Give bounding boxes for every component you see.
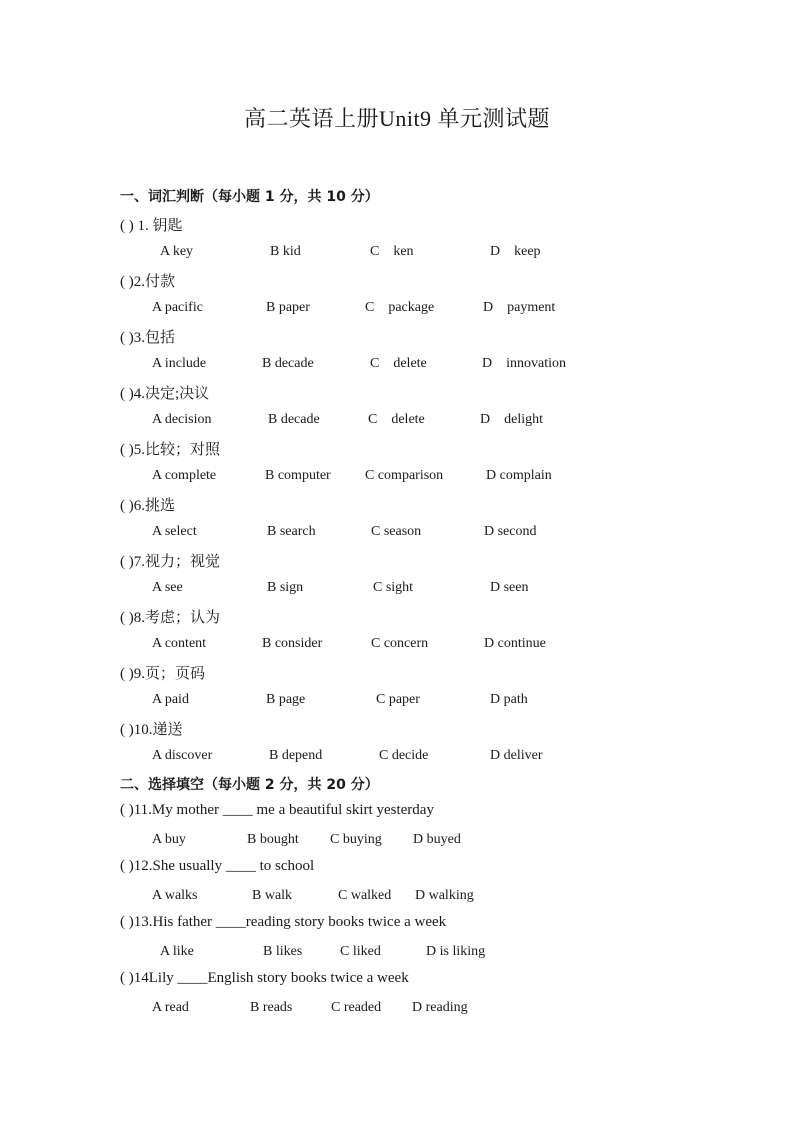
option-a: A walks xyxy=(152,888,198,903)
option-d: D keep xyxy=(490,244,541,259)
question-stem: ( )4.决定;决议 xyxy=(120,386,210,402)
option-d: D delight xyxy=(480,412,543,427)
option-b: B page xyxy=(266,692,306,707)
option-d: D walking xyxy=(415,888,474,903)
option-d: D second xyxy=(484,524,537,539)
option-a: A complete xyxy=(152,468,217,483)
option-b: B kid xyxy=(270,244,301,259)
question-stem: ( )7.视力；视觉 xyxy=(120,554,220,570)
option-d: D deliver xyxy=(490,748,543,763)
option-d: D seen xyxy=(490,580,529,595)
option-a: A include xyxy=(152,356,207,371)
option-d: D is liking xyxy=(426,944,486,959)
option-c: C liked xyxy=(340,944,381,959)
option-c: C decide xyxy=(379,748,429,763)
question-stem: ( )12.She usually ____ to school xyxy=(120,858,315,874)
option-a: A discover xyxy=(152,748,213,763)
option-d: D continue xyxy=(484,636,546,651)
question-stem: ( )10.递送 xyxy=(120,722,183,738)
option-a: A key xyxy=(160,244,194,259)
option-c: C ken xyxy=(370,244,414,259)
option-a: A select xyxy=(152,524,197,539)
option-a: A paid xyxy=(152,692,189,707)
option-b: B decade xyxy=(268,412,320,427)
option-a: A read xyxy=(152,1000,189,1015)
option-d: D innovation xyxy=(482,356,566,371)
option-c: C delete xyxy=(370,356,427,371)
option-c: C buying xyxy=(330,832,382,847)
question-stem: ( )3.包括 xyxy=(120,330,175,346)
option-a: A see xyxy=(152,580,183,595)
option-b: B reads xyxy=(250,1000,293,1015)
option-d: D reading xyxy=(412,1000,468,1015)
question-stem: ( )14Lily ____English story books twice a week xyxy=(120,970,409,986)
question-stem: ( )5.比较；对照 xyxy=(120,442,220,458)
section-heading-multiple-choice: 二、选择填空（每小题 2 分，共 20 分） xyxy=(120,777,379,793)
question-stem: ( )13.His father ____reading story books twice a week xyxy=(120,914,447,930)
option-b: B sign xyxy=(267,580,304,595)
option-b: B bought xyxy=(247,832,299,847)
option-d: D path xyxy=(490,692,528,707)
option-c: C package xyxy=(365,300,435,315)
option-a: A like xyxy=(160,944,194,959)
option-a: A content xyxy=(152,636,207,651)
question-stem: ( )6.挑选 xyxy=(120,498,175,514)
option-a: A buy xyxy=(152,832,186,847)
option-b: B computer xyxy=(265,468,331,483)
option-b: B decade xyxy=(262,356,314,371)
option-c: C comparison xyxy=(365,468,444,483)
option-c: C sight xyxy=(373,580,414,595)
option-c: C season xyxy=(371,524,422,539)
option-b: B search xyxy=(267,524,316,539)
section-heading-vocabulary: 一、词汇判断（每小题 1 分，共 10 分） xyxy=(120,189,379,205)
option-a: A decision xyxy=(152,412,212,427)
question-stem: ( )8.考虑；认为 xyxy=(120,610,220,626)
option-c: C delete xyxy=(368,412,425,427)
option-d: D buyed xyxy=(413,832,461,847)
option-b: B paper xyxy=(266,300,310,315)
question-stem: ( )11.My mother ____ me a beautiful skirt yesterday xyxy=(120,802,434,818)
option-a: A pacific xyxy=(152,300,203,315)
option-c: C paper xyxy=(376,692,420,707)
option-c: C readed xyxy=(331,1000,382,1015)
option-d: D complain xyxy=(486,468,552,483)
option-c: C concern xyxy=(371,636,429,651)
question-stem: ( )2.付款 xyxy=(120,274,175,290)
option-b: B consider xyxy=(262,636,323,651)
question-stem: ( ) 1. 钥匙 xyxy=(120,218,183,234)
option-c: C walked xyxy=(338,888,392,903)
page-title: 高二英语上册Unit9 单元测试题 xyxy=(243,106,551,131)
option-d: D payment xyxy=(483,300,556,315)
question-stem: ( )9.页；页码 xyxy=(120,666,205,682)
option-b: B likes xyxy=(263,944,303,959)
option-b: B walk xyxy=(252,888,293,903)
option-b: B depend xyxy=(269,748,323,763)
